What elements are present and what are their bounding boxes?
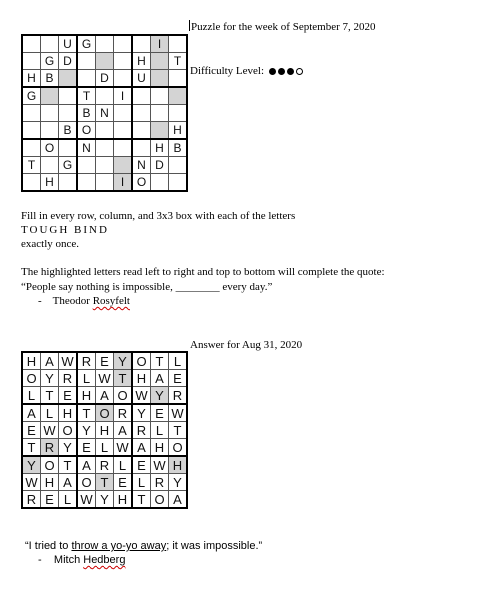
answer-row	[22, 352, 187, 370]
puzzle-cell: N	[96, 105, 114, 122]
puzzle-cell	[96, 157, 114, 174]
filled-dot-icon	[269, 68, 276, 75]
puzzle-cell: O	[132, 174, 151, 192]
answer-cell: O	[169, 439, 188, 457]
answer-cell: R	[59, 370, 78, 387]
puzzle-cell	[169, 174, 188, 192]
puzzle-cell	[59, 105, 78, 122]
puzzle-cell	[22, 105, 41, 122]
puzzle-cell: D	[96, 70, 114, 88]
answer-cell: L	[59, 491, 78, 509]
answer-cell: E	[77, 439, 96, 457]
answer-row	[22, 387, 187, 405]
answer-cell: W	[22, 474, 41, 491]
answer-cell: R	[77, 352, 96, 370]
puzzle-cell	[151, 53, 169, 70]
answer-cell: T	[59, 456, 78, 474]
answer-cell: T	[41, 387, 59, 405]
puzzle-cell	[59, 139, 78, 157]
puzzle-cell: G	[41, 53, 59, 70]
answer-cell: L	[41, 404, 59, 422]
puzzle-cell: H	[41, 174, 59, 192]
puzzle-cell	[96, 122, 114, 140]
answer-cell: E	[22, 422, 41, 439]
puzzle-cell	[169, 35, 188, 53]
answer-cell: Y	[96, 491, 114, 509]
answer-cell: T	[151, 352, 169, 370]
puzzle-cell: B	[59, 122, 78, 140]
answer-cell: Y	[59, 439, 78, 457]
spellcheck-word[interactable]: Hedberg	[83, 554, 126, 566]
difficulty-level	[190, 64, 303, 78]
answer-cell: W	[169, 404, 188, 422]
quote-prompt: “People say nothing is impossible, ________ every day.”	[21, 281, 273, 293]
puzzle-cell	[22, 122, 41, 140]
puzzle-cell	[77, 70, 96, 88]
puzzle-cell	[169, 87, 188, 105]
answer-cell: T	[77, 404, 96, 422]
answer-cell: R	[22, 491, 41, 509]
answer-cell: H	[132, 370, 151, 387]
puzzle-cell	[77, 174, 96, 192]
puzzle-cell: G	[77, 35, 96, 53]
answer-cell: H	[77, 387, 96, 405]
puzzle-row	[22, 35, 187, 53]
answer-cell: R	[114, 404, 133, 422]
puzzle-cell	[41, 157, 59, 174]
puzzle-cell	[22, 139, 41, 157]
answer-cell: E	[169, 370, 188, 387]
puzzle-cell	[41, 87, 59, 105]
puzzle-cell	[59, 87, 78, 105]
answer-cell: R	[41, 439, 59, 457]
answer-cell: O	[132, 352, 151, 370]
puzzle-cell	[96, 139, 114, 157]
answer-cell: E	[151, 404, 169, 422]
puzzle-cell	[77, 53, 96, 70]
answer-cell: A	[169, 491, 188, 509]
answer-cell: O	[59, 422, 78, 439]
answer-cell: Y	[77, 422, 96, 439]
answer-cell: L	[151, 422, 169, 439]
puzzle-cell: B	[169, 139, 188, 157]
answer-cell: Y	[169, 474, 188, 491]
puzzle-cell	[22, 53, 41, 70]
answer-cell: H	[41, 474, 59, 491]
answer-cell: A	[151, 370, 169, 387]
answer-cell: W	[41, 422, 59, 439]
puzzle-cell	[132, 35, 151, 53]
puzzle-cell: N	[77, 139, 96, 157]
instructions-line-1: Fill in every row, column, and 3x3 box with each of the letters	[21, 210, 296, 222]
puzzle-cell: O	[41, 139, 59, 157]
puzzle-row	[22, 122, 187, 140]
quote-instructions: The highlighted letters read left to right and top to bottom will complete the quote:	[21, 266, 385, 278]
text-cursor	[189, 20, 190, 31]
answer-cell: Y	[22, 456, 41, 474]
answer-cell: R	[151, 474, 169, 491]
answer-cell: Y	[151, 387, 169, 405]
puzzle-grid	[21, 34, 188, 192]
answer-cell: E	[59, 387, 78, 405]
puzzle-cell: T	[77, 87, 96, 105]
answer-cell: R	[169, 387, 188, 405]
puzzle-cell: H	[151, 139, 169, 157]
answer-cell: H	[151, 439, 169, 457]
puzzle-cell: D	[151, 157, 169, 174]
answer-cell: A	[96, 387, 114, 405]
answer-row	[22, 404, 187, 422]
puzzle-cell: B	[77, 105, 96, 122]
answer-cell: E	[114, 474, 133, 491]
answer-cell: W	[96, 370, 114, 387]
answer-quote-attribution: - Mitch Hedberg	[38, 554, 126, 566]
puzzle-cell	[151, 122, 169, 140]
answer-cell: Y	[132, 404, 151, 422]
answer-cell: A	[41, 352, 59, 370]
answer-cell: O	[151, 491, 169, 509]
puzzle-cell: U	[132, 70, 151, 88]
quote-blank: ________	[175, 281, 220, 293]
answer-cell: W	[59, 352, 78, 370]
puzzle-cell: D	[59, 53, 78, 70]
puzzle-cell	[96, 53, 114, 70]
puzzle-cell	[77, 157, 96, 174]
puzzle-cell	[41, 35, 59, 53]
puzzle-cell	[114, 35, 133, 53]
puzzle-row	[22, 70, 187, 88]
answer-cell: E	[96, 352, 114, 370]
puzzle-cell: G	[22, 87, 41, 105]
puzzle-cell: H	[22, 70, 41, 88]
answer-cell: H	[169, 456, 188, 474]
answer-row	[22, 491, 187, 509]
puzzle-cell	[22, 174, 41, 192]
answer-cell: R	[96, 456, 114, 474]
answer-cell: H	[96, 422, 114, 439]
puzzle-cell	[169, 70, 188, 88]
puzzle-cell: I	[151, 35, 169, 53]
answer-cell: E	[132, 456, 151, 474]
answer-cell: W	[132, 387, 151, 405]
answer-cell: O	[114, 387, 133, 405]
puzzle-cell	[114, 157, 133, 174]
answer-row	[22, 456, 187, 474]
answer-cell: W	[114, 439, 133, 457]
answer-cell: O	[41, 456, 59, 474]
answer-quote: “I tried to throw a yo-yo away; it was impossible.”	[25, 540, 263, 552]
answer-cell: A	[77, 456, 96, 474]
answer-cell: W	[77, 491, 96, 509]
puzzle-cell: I	[114, 87, 133, 105]
answer-row	[22, 474, 187, 491]
answer-cell: O	[22, 370, 41, 387]
puzzle-cell	[96, 35, 114, 53]
answer-cell: L	[22, 387, 41, 405]
filled-dot-icon	[287, 68, 294, 75]
answer-row	[22, 370, 187, 387]
puzzle-cell: H	[169, 122, 188, 140]
empty-dot-icon	[296, 68, 303, 75]
puzzle-cell	[151, 174, 169, 192]
quote-attribution: - Theodor Rosyfelt	[38, 295, 130, 307]
answer-cell: A	[114, 422, 133, 439]
puzzle-row	[22, 174, 187, 192]
answer-cell: L	[132, 474, 151, 491]
puzzle-row	[22, 105, 187, 122]
difficulty-label: Difficulty Level:	[190, 65, 265, 77]
puzzle-cell: N	[132, 157, 151, 174]
answer-cell: O	[77, 474, 96, 491]
puzzle-cell	[114, 139, 133, 157]
answer-cell: T	[169, 422, 188, 439]
answer-row	[22, 422, 187, 439]
answer-cell: O	[96, 404, 114, 422]
answer-cell: H	[114, 491, 133, 509]
puzzle-cell: H	[132, 53, 151, 70]
puzzle-cell	[151, 87, 169, 105]
puzzle-cell	[151, 70, 169, 88]
instructions-letters: TOUGH BIND	[21, 224, 109, 236]
answer-cell: L	[114, 456, 133, 474]
answer-cell: A	[132, 439, 151, 457]
puzzle-cell	[114, 70, 133, 88]
answer-cell: T	[114, 370, 133, 387]
puzzle-cell: U	[59, 35, 78, 53]
puzzle-cell	[114, 105, 133, 122]
puzzle-cell: T	[22, 157, 41, 174]
answer-cell: A	[59, 474, 78, 491]
puzzle-heading: Puzzle for the week of September 7, 2020	[191, 21, 376, 33]
answer-cell: T	[96, 474, 114, 491]
answer-cell: T	[132, 491, 151, 509]
underlined-phrase: throw a yo-yo away	[71, 540, 167, 552]
answer-grid	[21, 351, 188, 509]
answer-row	[22, 439, 187, 457]
puzzle-cell	[59, 174, 78, 192]
puzzle-cell	[114, 122, 133, 140]
puzzle-cell	[96, 174, 114, 192]
puzzle-cell	[132, 87, 151, 105]
answer-cell: L	[77, 370, 96, 387]
spellcheck-word[interactable]: Rosyfelt	[92, 295, 130, 307]
puzzle-cell	[151, 105, 169, 122]
answer-heading: Answer for Aug 31, 2020	[190, 339, 303, 351]
answer-cell: E	[41, 491, 59, 509]
puzzle-row	[22, 139, 187, 157]
difficulty-dots	[267, 65, 303, 77]
puzzle-cell	[132, 139, 151, 157]
puzzle-cell	[59, 70, 78, 88]
puzzle-cell: B	[41, 70, 59, 88]
puzzle-row	[22, 157, 187, 174]
answer-cell: Y	[41, 370, 59, 387]
puzzle-cell	[169, 157, 188, 174]
answer-cell: L	[169, 352, 188, 370]
puzzle-cell	[169, 105, 188, 122]
answer-cell: A	[22, 404, 41, 422]
answer-cell: Y	[114, 352, 133, 370]
puzzle-cell	[132, 122, 151, 140]
answer-cell: L	[96, 439, 114, 457]
answer-cell: H	[59, 404, 78, 422]
instructions-line-3: exactly once.	[21, 238, 80, 250]
answer-cell: W	[151, 456, 169, 474]
answer-cell: H	[22, 352, 41, 370]
puzzle-cell	[132, 105, 151, 122]
puzzle-cell	[41, 122, 59, 140]
puzzle-cell	[96, 87, 114, 105]
puzzle-cell: T	[169, 53, 188, 70]
filled-dot-icon	[278, 68, 285, 75]
puzzle-cell: G	[59, 157, 78, 174]
answer-cell: T	[22, 439, 41, 457]
puzzle-cell	[22, 35, 41, 53]
puzzle-cell	[41, 105, 59, 122]
puzzle-row	[22, 87, 187, 105]
puzzle-cell	[114, 53, 133, 70]
puzzle-cell: I	[114, 174, 133, 192]
puzzle-row	[22, 53, 187, 70]
answer-cell: R	[132, 422, 151, 439]
puzzle-cell: O	[77, 122, 96, 140]
